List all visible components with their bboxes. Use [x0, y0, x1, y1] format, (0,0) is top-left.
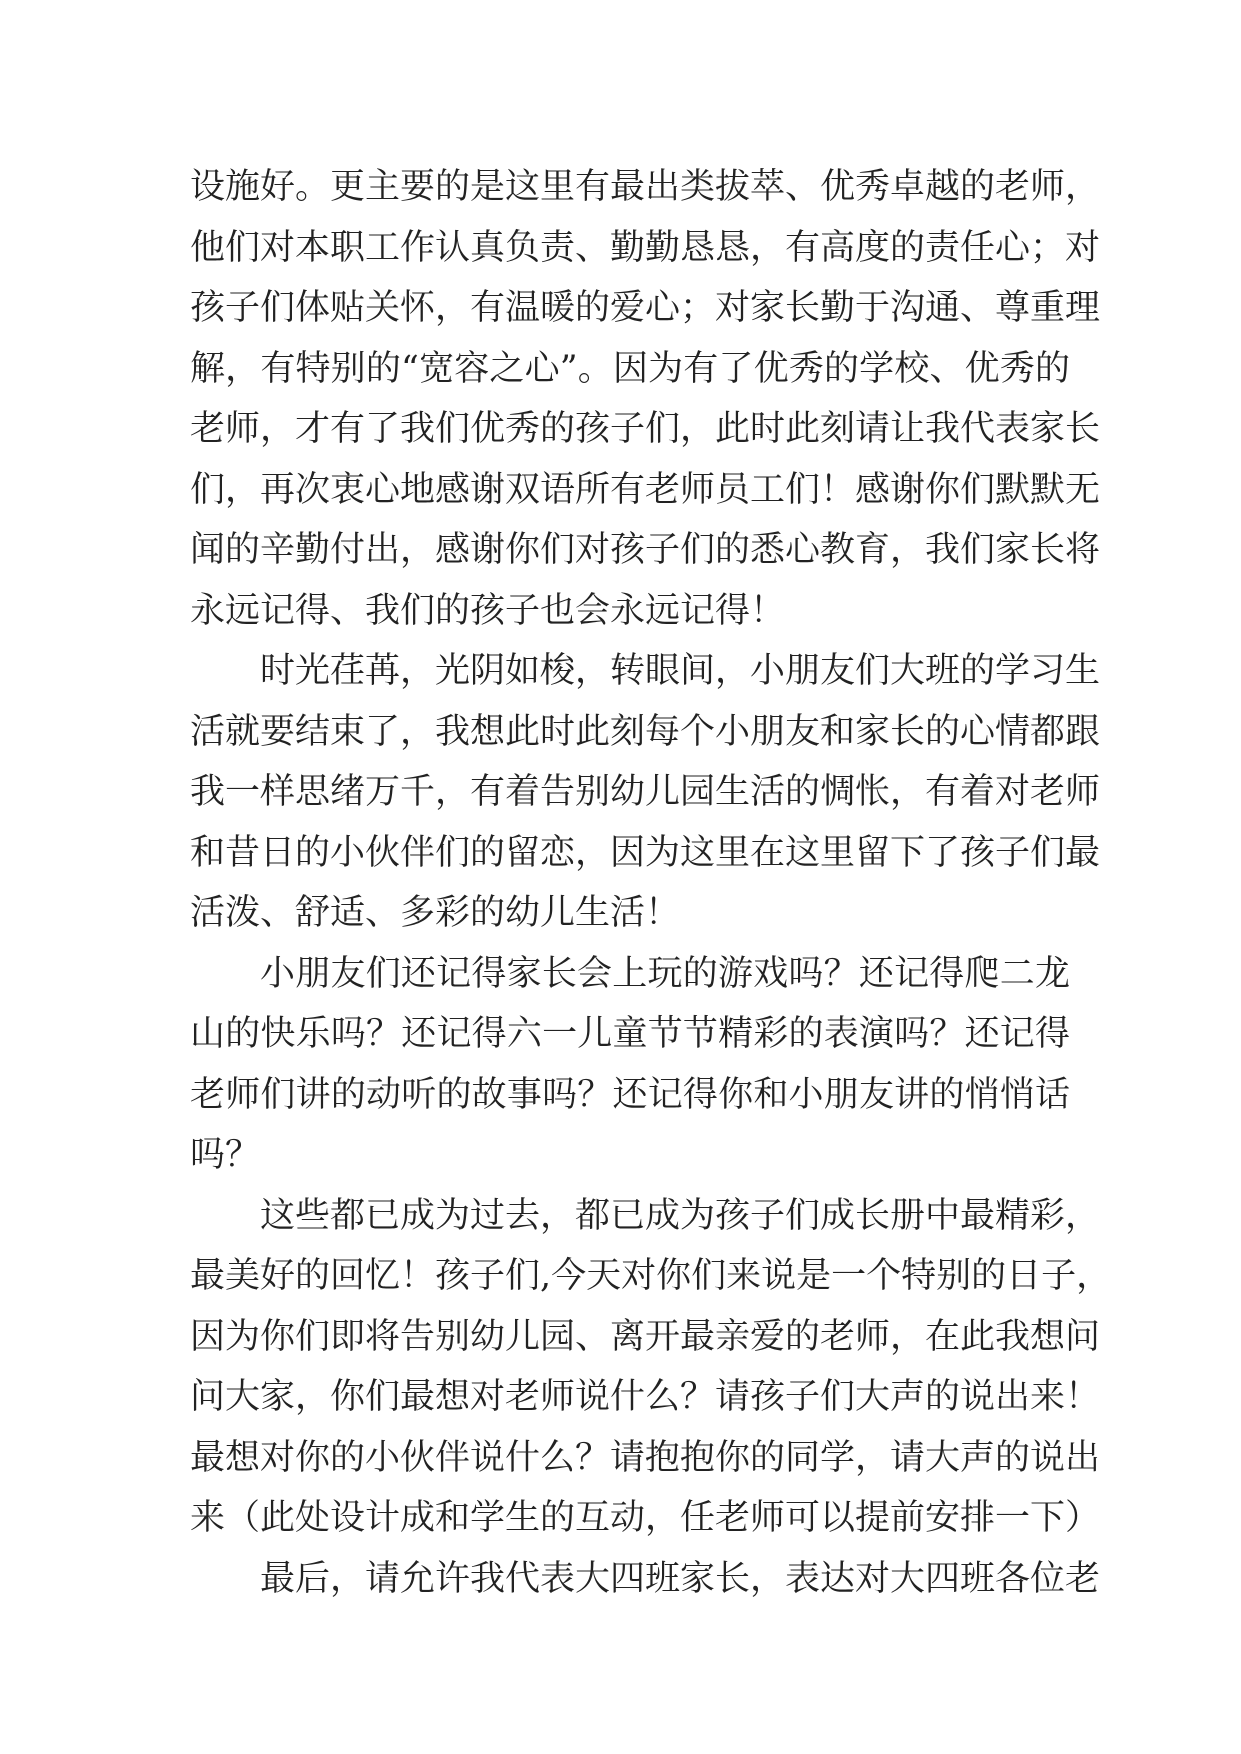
text-line: 孩子们体贴关怀，有温暖的爱心；对家长勤于沟通、尊重理	[190, 288, 1101, 328]
paragraph-first-line: 小朋友们还记得家长会上玩的游戏吗？还记得爬二龙	[260, 953, 1070, 994]
text-line: 吗？	[190, 1135, 261, 1175]
text-line: 山的快乐吗？还记得六一儿童节节精彩的表演吗？还记得	[190, 1014, 1070, 1054]
text-line: 最想对你的小伙伴说什么？请抱抱你的同学，请大声的说出	[190, 1437, 1101, 1478]
paragraph-first-line: 最后，请允许我代表大四班家长，表达对大四班各位老	[260, 1558, 1101, 1599]
text-line: 最美好的回忆！孩子们,今天对你们来说是一个特别的日子，	[190, 1256, 1112, 1296]
text-line: 们，再次衷心地感谢双语所有老师员工们！感谢你们默默无	[190, 469, 1101, 510]
text-line: 活就要结束了，我想此时此刻每个小朋友和家长的心情都跟	[190, 711, 1101, 752]
text-line: 他们对本职工作认真负责、勤勤恳恳，有高度的责任心；对	[190, 227, 1101, 268]
paragraph-first-line: 这些都已成为过去，都已成为孩子们成长册中最精彩，	[260, 1195, 1101, 1236]
text-line: 因为你们即将告别幼儿园、离开最亲爱的老师，在此我想问	[190, 1316, 1101, 1357]
paragraph-first-line: 时光荏苒，光阴如梭，转眼间，小朋友们大班的学习生	[260, 651, 1101, 691]
text-line: 闻的辛勤付出，感谢你们对孩子们的悉心教育，我们家长将	[190, 530, 1101, 570]
text-line: 问大家，你们最想对老师说什么？请孩子们大声的说出来！	[190, 1377, 1101, 1417]
text-line: 来（此处设计成和学生的互动，任老师可以提前安排一下）	[190, 1498, 1101, 1538]
text-line: 我一样思绪万千，有着告别幼儿园生活的惆怅，有着对老师	[190, 772, 1101, 812]
text-line: 永远记得、我们的孩子也会永远记得！	[190, 590, 786, 631]
text-line: 活泼、舒适、多彩的幼儿生活！	[190, 893, 681, 933]
text-line: 设施好。更主要的是这里有最出类拔萃、优秀卓越的老师，	[190, 167, 1101, 207]
text-line: 老师们讲的动听的故事吗？还记得你和小朋友讲的悄悄话	[190, 1074, 1070, 1115]
text-line: 和昔日的小伙伴们的留恋，因为这里在这里留下了孩子们最	[190, 832, 1101, 873]
text-line: 解，有特别的“宽容之心”。因为有了优秀的学校、优秀的	[190, 348, 1070, 389]
text-line: 老师，才有了我们优秀的孩子们，此时此刻请让我代表家长	[190, 409, 1101, 449]
body-text	[190, 157, 1112, 1609]
